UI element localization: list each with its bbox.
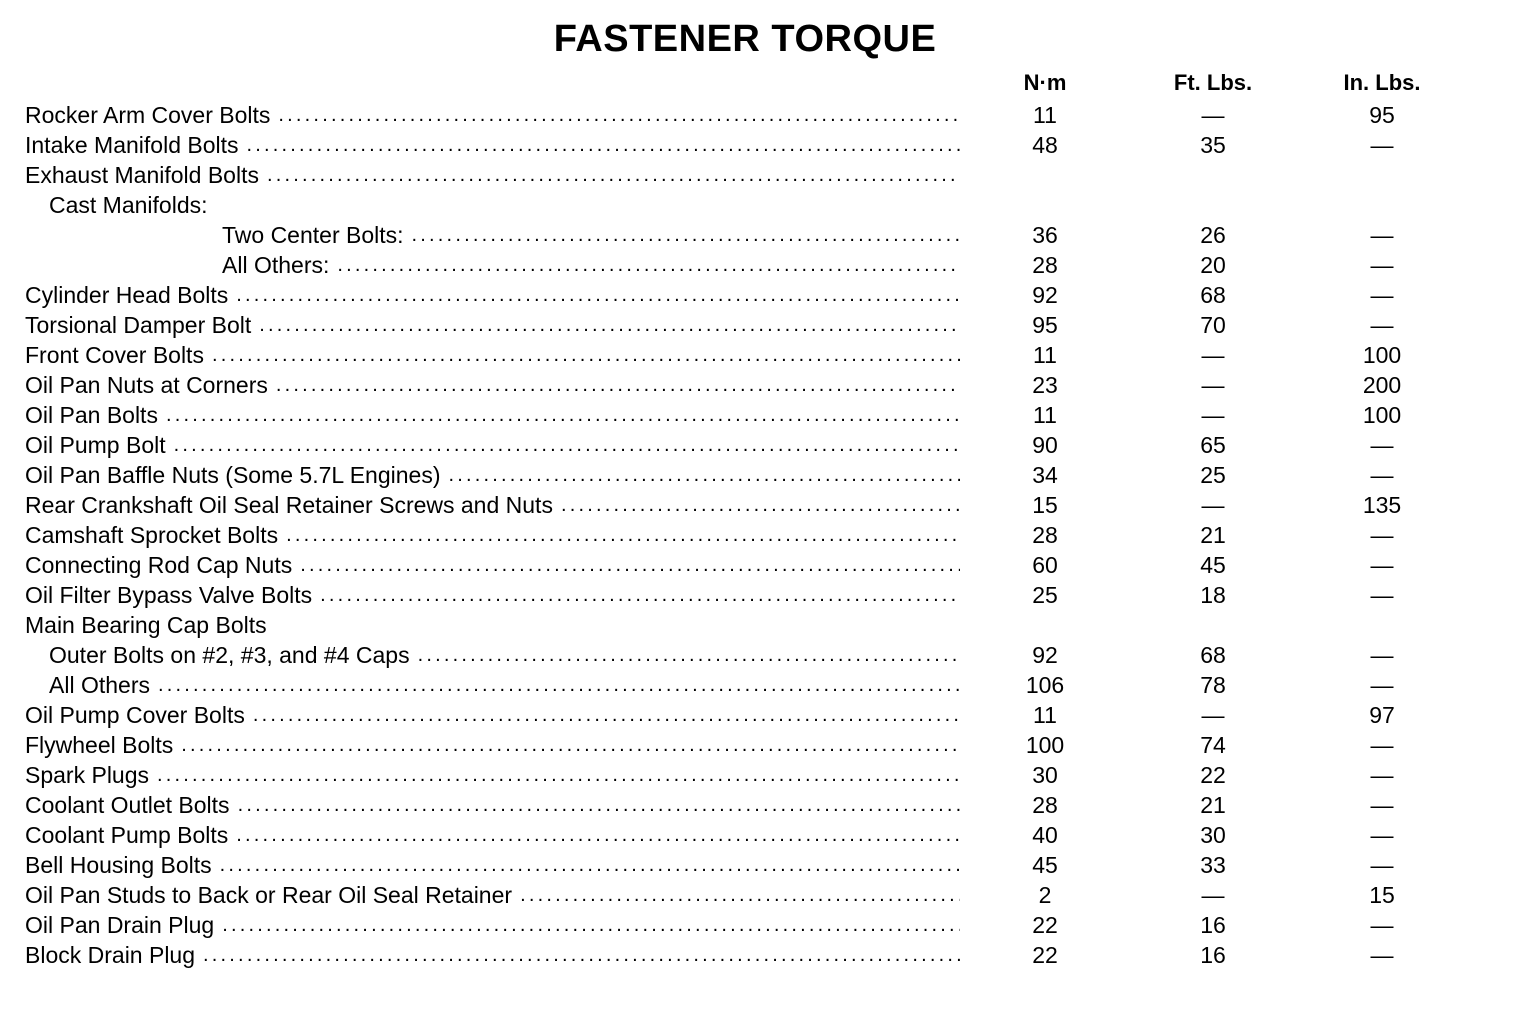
dot-leader: [320, 580, 960, 610]
row-label-wrap: [25, 310, 960, 340]
row-label: Oil Pan Baffle Nuts (Some 5.7L Engines): [25, 460, 449, 490]
row-label-wrap: [25, 790, 960, 820]
dot-leader: [278, 100, 960, 130]
row-label-wrap: [222, 250, 960, 280]
row-label: All Others: [49, 670, 158, 700]
value-nm: 60: [1032, 552, 1058, 578]
value-nm: 11: [1033, 402, 1057, 428]
row-label-wrap: [25, 100, 960, 130]
value-in-lbs: —: [1370, 762, 1394, 788]
value-ft-lbs: 25: [1200, 462, 1226, 488]
value-nm: 40: [1032, 822, 1058, 848]
value-in-lbs: —: [1370, 792, 1394, 818]
row-label: Front Cover Bolts: [25, 340, 212, 370]
dot-leader: [238, 790, 960, 820]
table-row: [0, 280, 1520, 310]
row-label-wrap: [25, 730, 960, 760]
row-label: Torsional Damper Bolt: [25, 310, 259, 340]
dot-leader: [158, 670, 960, 700]
dot-leader: [286, 520, 960, 550]
row-label: Oil Pump Cover Bolts: [25, 700, 253, 730]
table-row: [0, 580, 1520, 610]
row-label: Rear Crankshaft Oil Seal Retainer Screws and Nuts: [25, 490, 561, 520]
value-ft-lbs: 65: [1200, 432, 1226, 458]
row-label: Main Bearing Cap Bolts: [25, 610, 275, 640]
row-label: Rocker Arm Cover Bolts: [25, 100, 278, 130]
dot-leader: [220, 850, 960, 880]
row-label: Flywheel Bolts: [25, 730, 181, 760]
value-nm: 48: [1032, 132, 1058, 158]
value-in-lbs: —: [1370, 222, 1394, 248]
value-nm: 30: [1032, 762, 1058, 788]
dot-leader: [259, 310, 960, 340]
row-label: Oil Pan Nuts at Corners: [25, 370, 276, 400]
value-ft-lbs: 21: [1200, 792, 1226, 818]
table-row: [0, 790, 1520, 820]
row-label-wrap: [25, 160, 960, 190]
row-label: Oil Filter Bypass Valve Bolts: [25, 580, 320, 610]
value-nm: 11: [1033, 102, 1057, 128]
value-ft-lbs: 45: [1200, 552, 1226, 578]
table-row: [0, 730, 1520, 760]
table-row: [0, 160, 1520, 190]
value-in-lbs: —: [1370, 552, 1394, 578]
value-in-lbs: —: [1370, 672, 1394, 698]
value-ft-lbs: 68: [1200, 282, 1226, 308]
row-label-wrap: [25, 850, 960, 880]
row-label: Oil Pan Bolts: [25, 400, 166, 430]
row-label: Two Center Bolts:: [222, 220, 412, 250]
value-nm: 36: [1032, 222, 1058, 248]
value-in-lbs: —: [1370, 912, 1394, 938]
row-label-wrap: [25, 280, 960, 310]
row-label: Intake Manifold Bolts: [25, 130, 247, 160]
value-in-lbs: —: [1370, 822, 1394, 848]
row-label-wrap: [49, 190, 216, 220]
table-row: [0, 220, 1520, 250]
table-row: [0, 400, 1520, 430]
row-label: Connecting Rod Cap Nuts: [25, 550, 300, 580]
row-label-wrap: [25, 460, 960, 490]
dot-leader: [267, 160, 960, 190]
value-in-lbs: 135: [1362, 492, 1402, 518]
row-label: Coolant Pump Bolts: [25, 820, 236, 850]
value-ft-lbs: 70: [1200, 312, 1226, 338]
value-nm: 45: [1032, 852, 1058, 878]
value-nm: 15: [1032, 492, 1058, 518]
dot-leader: [236, 280, 960, 310]
value-nm: 25: [1032, 582, 1058, 608]
dot-leader: [203, 940, 960, 970]
value-in-lbs: —: [1370, 252, 1394, 278]
dot-leader: [236, 820, 960, 850]
table-row: [0, 820, 1520, 850]
table-row: [0, 460, 1520, 490]
value-ft-lbs: —: [1201, 882, 1225, 908]
value-in-lbs: —: [1370, 432, 1394, 458]
dot-leader: [253, 700, 960, 730]
value-ft-lbs: 74: [1200, 732, 1226, 758]
row-label-wrap: [25, 910, 960, 940]
value-in-lbs: —: [1370, 312, 1394, 338]
table-row: [0, 550, 1520, 580]
dot-leader: [561, 490, 960, 520]
value-in-lbs: —: [1370, 462, 1394, 488]
value-ft-lbs: —: [1201, 102, 1225, 128]
dot-leader: [222, 910, 960, 940]
dot-leader: [276, 370, 960, 400]
dot-leader: [300, 550, 960, 580]
dot-leader: [212, 340, 960, 370]
value-ft-lbs: 33: [1200, 852, 1226, 878]
value-ft-lbs: 78: [1200, 672, 1226, 698]
dot-leader: [157, 760, 960, 790]
value-in-lbs: —: [1370, 732, 1394, 758]
dot-leader: [412, 220, 960, 250]
row-label-wrap: [25, 400, 960, 430]
row-label-wrap: [25, 520, 960, 550]
row-label: Block Drain Plug: [25, 940, 203, 970]
value-ft-lbs: 20: [1200, 252, 1226, 278]
table-row: [0, 250, 1520, 280]
table-row: [0, 310, 1520, 340]
value-in-lbs: —: [1370, 642, 1394, 668]
value-ft-lbs: —: [1201, 372, 1225, 398]
row-label-wrap: [25, 880, 960, 910]
table-row: [0, 940, 1520, 970]
table-row: [0, 370, 1520, 400]
value-nm: 22: [1032, 912, 1058, 938]
row-label: Cylinder Head Bolts: [25, 280, 236, 310]
row-label-wrap: [25, 820, 960, 850]
table-row: [0, 520, 1520, 550]
value-ft-lbs: 18: [1200, 582, 1226, 608]
value-nm: 100: [1025, 732, 1065, 758]
table-row: [0, 610, 1520, 640]
row-label: Oil Pan Studs to Back or Rear Oil Seal Retainer: [25, 880, 520, 910]
row-label-wrap: [25, 340, 960, 370]
row-label: Cast Manifolds:: [49, 190, 216, 220]
value-in-lbs: —: [1370, 942, 1394, 968]
table-row: [0, 100, 1520, 130]
value-ft-lbs: 21: [1200, 522, 1226, 548]
value-nm: 90: [1032, 432, 1058, 458]
table-row: [0, 190, 1520, 220]
value-nm: 92: [1032, 642, 1058, 668]
value-in-lbs: 97: [1369, 702, 1395, 728]
table-row: [0, 670, 1520, 700]
row-label: Outer Bolts on #2, #3, and #4 Caps: [49, 640, 418, 670]
value-ft-lbs: —: [1201, 702, 1225, 728]
dot-leader: [520, 880, 960, 910]
value-ft-lbs: 68: [1200, 642, 1226, 668]
table-row: [0, 130, 1520, 160]
row-label-wrap: [49, 670, 960, 700]
header-in-lbs: In. Lbs.: [1343, 70, 1421, 95]
value-nm: 28: [1032, 252, 1058, 278]
row-label: Oil Pump Bolt: [25, 430, 174, 460]
row-label-wrap: [49, 640, 960, 670]
dot-leader: [247, 130, 960, 160]
header-ft-lbs: Ft. Lbs.: [1173, 70, 1253, 95]
value-nm: 23: [1032, 372, 1058, 398]
value-in-lbs: —: [1370, 852, 1394, 878]
value-nm: 22: [1032, 942, 1058, 968]
value-nm: 92: [1032, 282, 1058, 308]
row-label: Exhaust Manifold Bolts: [25, 160, 267, 190]
row-label: Camshaft Sprocket Bolts: [25, 520, 286, 550]
value-ft-lbs: —: [1201, 402, 1225, 428]
row-label-wrap: [25, 580, 960, 610]
value-in-lbs: —: [1370, 282, 1394, 308]
table-row: [0, 490, 1520, 520]
value-ft-lbs: 22: [1200, 762, 1226, 788]
row-label-wrap: [25, 760, 960, 790]
value-in-lbs: 100: [1362, 342, 1402, 368]
row-label-wrap: [25, 700, 960, 730]
row-label-wrap: [25, 550, 960, 580]
dot-leader: [174, 430, 960, 460]
table-row: [0, 700, 1520, 730]
table-row: [0, 910, 1520, 940]
dot-leader: [181, 730, 960, 760]
row-label: Coolant Outlet Bolts: [25, 790, 238, 820]
dot-leader: [166, 400, 960, 430]
value-nm: 95: [1032, 312, 1058, 338]
value-nm: 34: [1032, 462, 1058, 488]
table-row: [0, 640, 1520, 670]
value-nm: 106: [1025, 672, 1065, 698]
value-nm: 2: [1038, 882, 1052, 908]
value-in-lbs: 200: [1362, 372, 1402, 398]
value-nm: 11: [1033, 702, 1057, 728]
row-label: Bell Housing Bolts: [25, 850, 220, 880]
table-row: [0, 430, 1520, 460]
value-nm: 11: [1033, 342, 1057, 368]
value-ft-lbs: —: [1201, 342, 1225, 368]
table-row: [0, 340, 1520, 370]
row-label-wrap: [25, 130, 960, 160]
row-label-wrap: [25, 610, 275, 640]
row-label-wrap: [25, 940, 960, 970]
torque-table: [0, 100, 1520, 970]
value-ft-lbs: —: [1201, 492, 1225, 518]
row-label-wrap: [25, 370, 960, 400]
value-ft-lbs: 16: [1200, 912, 1226, 938]
page-title: FASTENER TORQUE: [553, 18, 937, 60]
header-nm: N·m: [1023, 70, 1067, 95]
value-ft-lbs: 16: [1200, 942, 1226, 968]
value-ft-lbs: 26: [1200, 222, 1226, 248]
dot-leader: [418, 640, 960, 670]
row-label: Spark Plugs: [25, 760, 157, 790]
value-in-lbs: 15: [1369, 882, 1395, 908]
row-label-wrap: [25, 490, 960, 520]
row-label: All Others:: [222, 250, 337, 280]
value-in-lbs: —: [1370, 132, 1394, 158]
table-row: [0, 760, 1520, 790]
value-ft-lbs: 30: [1200, 822, 1226, 848]
value-in-lbs: —: [1370, 582, 1394, 608]
row-label-wrap: [222, 220, 960, 250]
dot-leader: [337, 250, 960, 280]
value-in-lbs: 100: [1362, 402, 1402, 428]
value-nm: 28: [1032, 522, 1058, 548]
row-label: Oil Pan Drain Plug: [25, 910, 222, 940]
table-row: [0, 880, 1520, 910]
value-nm: 28: [1032, 792, 1058, 818]
dot-leader: [449, 460, 961, 490]
value-in-lbs: —: [1370, 522, 1394, 548]
value-in-lbs: 95: [1369, 102, 1395, 128]
row-label-wrap: [25, 430, 960, 460]
table-row: [0, 850, 1520, 880]
value-ft-lbs: 35: [1200, 132, 1226, 158]
